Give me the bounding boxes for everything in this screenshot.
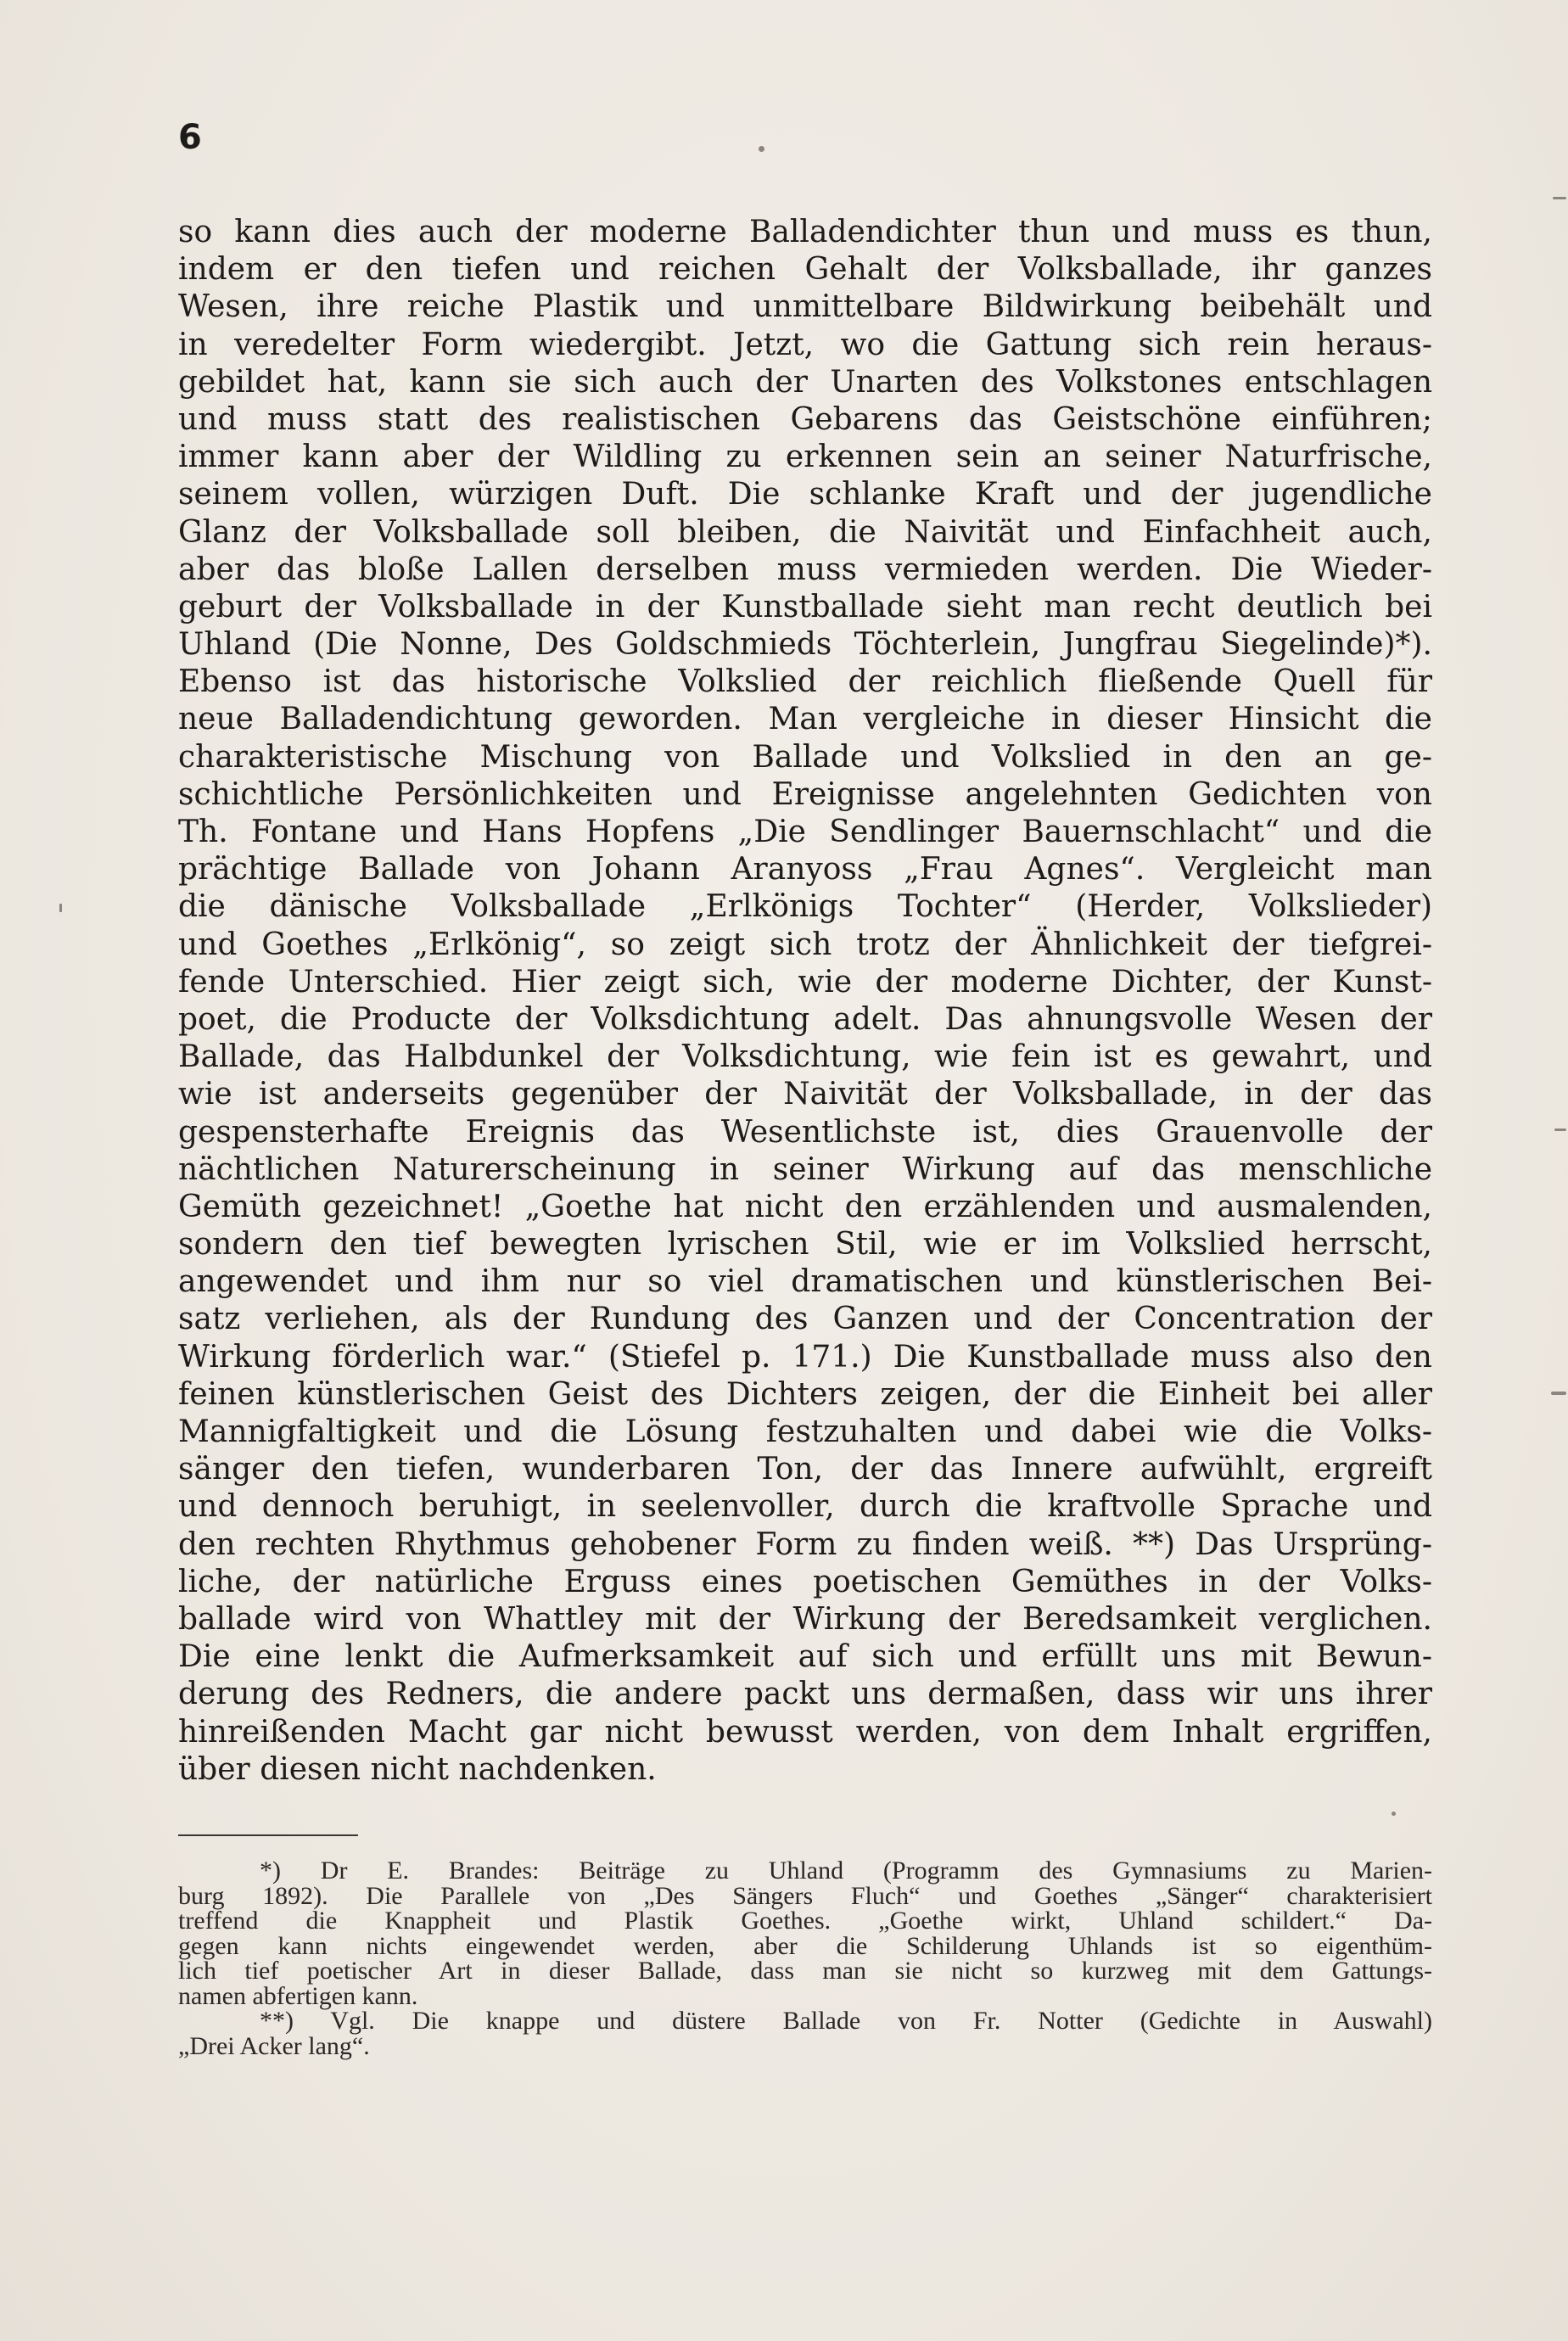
body-line: aber das bloße Lallen derselben muss vermieden werden. Die Wieder- (178, 552, 1432, 587)
body-line: gebildet hat, kann sie sich auch der Unarten des Volkstones entschlagen (178, 364, 1432, 400)
body-line: ballade wird von Whattley mit der Wirkung der Beredsamkeit verglichen. (178, 1601, 1432, 1637)
body-line: Wesen, ihre reiche Plastik und unmittelbare Bildwirkung beibehält und (178, 289, 1432, 325)
body-line: und muss statt des realistischen Gebarens das Geistschöne einführen; (178, 401, 1432, 437)
body-line: indem er den tiefen und reichen Gehalt der Volksballade, ihr ganzes (178, 252, 1432, 288)
body-line: fende Unterschied. Hier zeigt sich, wie der moderne Dichter, der Kunst- (178, 964, 1432, 1000)
paper-speck (59, 904, 62, 912)
body-line: sondern den tief bewegten lyrischen Stil, wie er im Volkslied herrscht, (178, 1227, 1432, 1263)
footnote-line: burg 1892). Die Parallele von „Des Sängers Fluch“ und Goethes „Sänger“ charakterisiert (178, 1881, 1432, 1910)
body-line: Gemüth gezeichnet! „Goethe hat nicht den erzählenden und ausmalenden, (178, 1189, 1432, 1224)
body-line: Uhland (Die Nonne, Des Goldschmieds Töchterlein, Jungfrau Siegelinde)*). (178, 627, 1432, 663)
paper-speck (1553, 197, 1566, 199)
body-line: in veredelter Form wiedergibt. Jetzt, wo die Gattung sich rein heraus- (178, 327, 1432, 362)
body-line: schichtliche Persönlichkeiten und Ereignisse angelehnten Gedichten von (178, 776, 1432, 812)
body-line: Die eine lenkt die Aufmerksamkeit auf sich und erfüllt uns mit Bewun- (178, 1639, 1432, 1675)
body-line: wie ist anderseits gegenüber der Naivität der Volksballade, in der das (178, 1077, 1432, 1112)
body-line: neue Balladendichtung geworden. Man vergleiche in dieser Hinsicht die (178, 702, 1432, 737)
body-line: derung des Redners, die andere packt uns dermaßen, dass wir uns ihrer (178, 1677, 1432, 1712)
paper-speck (1392, 1812, 1396, 1816)
footnote-line: **) Vgl. Die knappe und düstere Ballade von Fr. Notter (Gedichte in Auswahl) (260, 2007, 1432, 2035)
body-line: und dennoch beruhigt, in seelenvoller, durch die kraftvolle Sprache und (178, 1489, 1432, 1525)
footnotes (178, 1858, 1432, 2058)
body-line: über diesen nicht nachdenken. (178, 1751, 657, 1787)
paper-speck (1554, 1128, 1566, 1131)
footnote-separator (178, 1834, 358, 1836)
body-line: seinem vollen, würzigen Duft. Die schlanke Kraft und der jugendliche (178, 477, 1432, 512)
footnote-line: „Drei Acker lang“. (178, 2031, 370, 2060)
body-line: poet, die Producte der Volksdichtung adelt. Das ahnungsvolle Wesen der (178, 1001, 1432, 1037)
body-line: hinreißenden Macht gar nicht bewusst werden, von dem Inhalt ergriffen, (178, 1714, 1432, 1750)
paper-speck (759, 146, 764, 152)
page-number: 6 (178, 118, 202, 157)
body-text (178, 214, 1432, 1789)
body-line: gespensterhafte Ereignis das Wesentlichste ist, dies Grauenvolle der (178, 1114, 1432, 1150)
body-line: Mannigfaltigkeit und die Lösung festzuhalten und dabei wie die Volks- (178, 1414, 1432, 1449)
body-line: nächtlichen Naturerscheinung in seiner Wirkung auf das menschliche (178, 1151, 1432, 1187)
body-line: feinen künstlerischen Geist des Dichters zeigen, der die Einheit bei aller (178, 1376, 1432, 1412)
footnote-line: lich tief poetischer Art in dieser Ballade, dass man sie nicht so kurzweg mit dem Gattungs- (178, 1957, 1432, 1985)
body-line: Wirkung förderlich war.“ (Stiefel p. 171.) Die Kunstballade muss also den (178, 1339, 1432, 1375)
footnote-line: gegen kann nichts eingewendet werden, aber die Schilderung Uhlands ist so eigenthüm- (178, 1931, 1432, 1960)
body-line: Ebenso ist das historische Volkslied der reichlich fließende Quell für (178, 664, 1432, 700)
body-line: satz verliehen, als der Rundung des Ganzen und der Concentration der (178, 1302, 1432, 1337)
body-line: Ballade, das Halbdunkel der Volksdichtung, wie fein ist es gewahrt, und (178, 1039, 1432, 1075)
body-line: geburt der Volksballade in der Kunstballade sieht man recht deutlich bei (178, 589, 1432, 624)
paper-speck (1551, 1392, 1566, 1395)
footnote-line: *) Dr E. Brandes: Beiträge zu Uhland (Programm des Gymnasiums zu Marien- (260, 1857, 1432, 1885)
body-line: so kann dies auch der moderne Balladendichter thun und muss es thun, (178, 215, 1432, 249)
footnote-line: treffend die Knappheit und Plastik Goethes. „Goethe wirkt, Uhland schildert.“ Da- (178, 1907, 1432, 1935)
body-line: prächtige Ballade von Johann Aranyoss „Frau Agnes“. Vergleicht man (178, 852, 1432, 888)
body-line: Glanz der Volksballade soll bleiben, die Naivität und Einfachheit auch, (178, 514, 1432, 550)
body-line: den rechten Rhythmus gehobener Form zu finden weiß. **) Das Ursprüng- (178, 1526, 1432, 1562)
body-line: immer kann aber der Wildling zu erkennen sein an seiner Naturfrische, (178, 440, 1432, 475)
body-line: sänger den tiefen, wunderbaren Ton, der das Innere aufwühlt, ergreift (178, 1452, 1432, 1487)
body-line: angewendet und ihm nur so viel dramatischen und künstlerischen Bei- (178, 1264, 1432, 1300)
body-line: liche, der natürliche Erguss eines poetischen Gemüthes in der Volks- (178, 1564, 1432, 1599)
body-line: und Goethes „Erlkönig“, so zeigt sich trotz der Ähnlichkeit der tiefgrei- (178, 927, 1432, 962)
body-line: Th. Fontane und Hans Hopfens „Die Sendlinger Bauernschlacht“ und die (178, 815, 1432, 849)
body-line: die dänische Volksballade „Erlkönigs Tochter“ (Herder, Volkslieder) (178, 889, 1432, 925)
footnote-line: namen abfertigen kann. (178, 1981, 418, 2010)
body-line: charakteristische Mischung von Ballade und Volkslied in den an ge- (178, 739, 1432, 775)
